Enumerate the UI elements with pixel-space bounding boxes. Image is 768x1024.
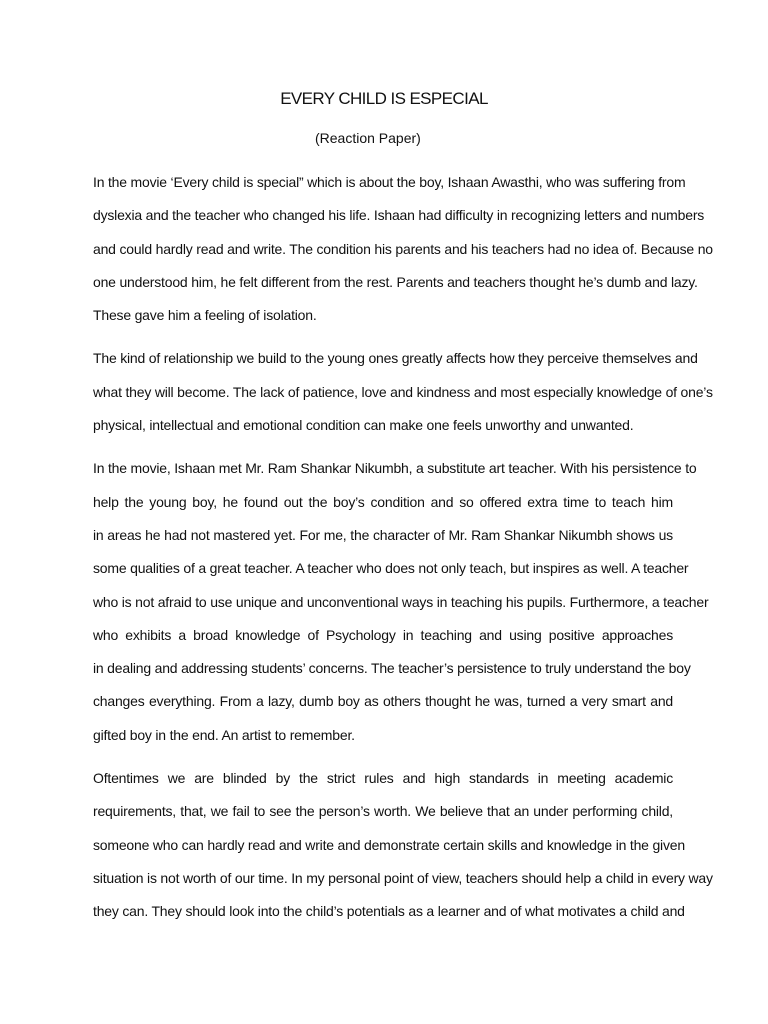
text-line: they can. They should look into the child’s potentials as a learner and of what motivates a child and bbox=[93, 903, 685, 920]
text-line: who is not afraid to use unique and unconventional ways in teaching his pupils. Furthermore, a teacher bbox=[93, 593, 709, 610]
text-line: what they will become. The lack of patience, love and kindness and most especially knowledge of one’s bbox=[93, 383, 713, 400]
text-line: in dealing and addressing students’ concerns. The teacher’s persistence to truly understand the boy bbox=[93, 660, 691, 677]
text-line: Oftentimes we are blinded by the strict rules and high standards in meeting academic bbox=[93, 770, 673, 787]
paragraph-4 bbox=[93, 762, 713, 928]
text-line: changes everything. From a lazy, dumb boy as others thought he was, turned a very smart and bbox=[93, 693, 673, 710]
text-line: gifted boy in the end. An artist to remember. bbox=[93, 726, 355, 743]
paragraph-2 bbox=[93, 342, 713, 442]
text-line: one understood him, he felt different from the rest. Parents and teachers thought he’s dumb and lazy. bbox=[93, 273, 698, 290]
text-line: help the young boy, he found out the boy’s condition and so offered extra time to teach him bbox=[93, 493, 673, 510]
text-line: in areas he had not mastered yet. For me, the character of Mr. Ram Shankar Nikumbh shows us bbox=[93, 526, 673, 543]
text-line: In the movie, Ishaan met Mr. Ram Shankar Nikumbh, a substitute art teacher. With his persistence to bbox=[93, 460, 697, 477]
text-line: physical, intellectual and emotional condition can make one feels unworthy and unwanted. bbox=[93, 417, 634, 434]
text-line: someone who can hardly read and write and demonstrate certain skills and knowledge in the given bbox=[93, 836, 685, 853]
text-line: requirements, that, we fail to see the person’s worth. We believe that an under performing child, bbox=[93, 803, 673, 820]
text-line: situation is not worth of our time. In my personal point of view, teachers should help a child in every way bbox=[93, 869, 713, 886]
text-line: These gave him a feeling of isolation. bbox=[93, 307, 317, 324]
text-line: and could hardly read and write. The condition his parents and his teachers had no idea of. Because no bbox=[93, 240, 713, 257]
text-line: who exhibits a broad knowledge of Psychology in teaching and using positive approaches bbox=[93, 626, 673, 643]
document-subtitle: (Reaction Paper) bbox=[315, 130, 421, 146]
text-line: dyslexia and the teacher who changed his life. Ishaan had difficulty in recognizing letters and numbers bbox=[93, 207, 705, 224]
text-line: The kind of relationship we build to the young ones greatly affects how they perceive themselves and bbox=[93, 350, 698, 367]
paragraph-1 bbox=[93, 166, 713, 332]
text-line: In the movie ‘Every child is special” which is about the boy, Ishaan Awasthi, who was suffering from bbox=[93, 174, 686, 190]
paragraph-3 bbox=[93, 452, 709, 752]
text-line: some qualities of a great teacher. A teacher who does not only teach, but inspires as well. A teacher bbox=[93, 560, 689, 577]
document-title: EVERY CHILD IS ESPECIAL bbox=[280, 89, 488, 108]
document-body bbox=[93, 166, 713, 939]
